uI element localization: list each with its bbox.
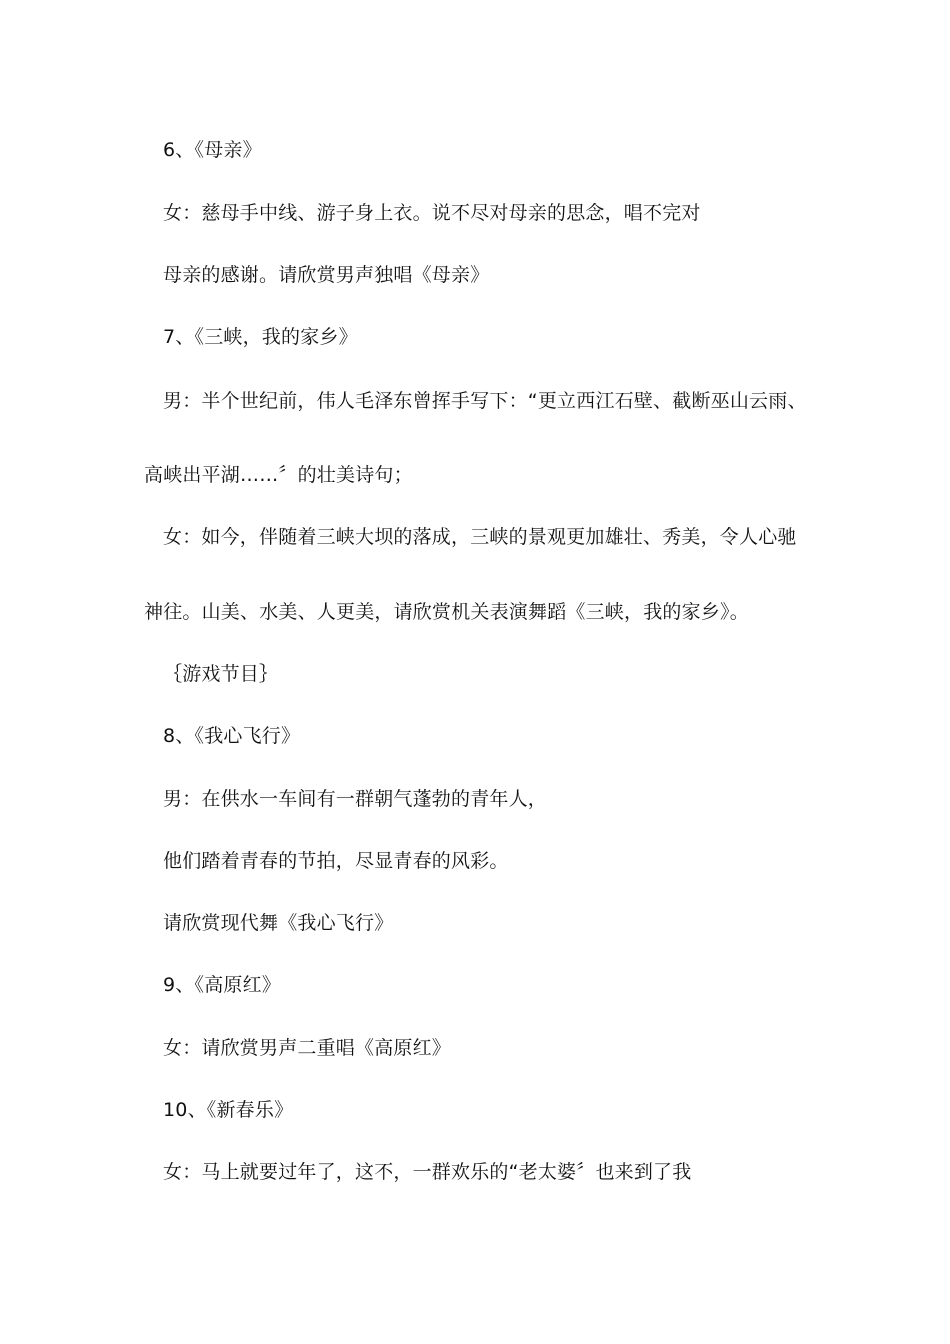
host-line-continuation: 母亲的感谢。请欣赏男声独唱《母亲》 — [163, 264, 490, 286]
host-line-female: 女：马上就要过年了，这不，一群欢乐的“老太婆〞也来到了我 — [163, 1161, 692, 1183]
host-line-male: 男：半个世纪前，伟人毛泽东曾挥手写下：“更立西江石壁、截断巫山云雨、 — [163, 390, 807, 412]
host-line-female: 女：请欣赏男声二重唱《高原红》 — [163, 1037, 452, 1059]
host-line-male: 男：在供水一车间有一群朝气蓬勃的青年人， — [163, 788, 548, 810]
host-line-continuation: 神往。山美、水美、人更美，请欣赏机关表演舞蹈《三峡，我的家乡》。 — [144, 601, 749, 623]
program-item-7-title: 7、《三峡，我的家乡》 — [163, 326, 358, 348]
host-line-continuation: 高峡出平湖……〞的壮美诗句； — [144, 464, 413, 486]
program-item-6-title: 6、《母亲》 — [163, 139, 262, 161]
host-line-continuation: 请欣赏现代舞《我心飞行》 — [163, 912, 394, 934]
program-item-8-title: 8、《我心飞行》 — [163, 725, 301, 747]
host-line-female: 女：慈母手中线、游子身上衣。说不尽对母亲的思念，唱不完对 — [163, 202, 701, 224]
section-label-game: ｛游戏节目｝ — [163, 663, 279, 685]
host-line-continuation: 他们踏着青春的节拍，尽显青春的风彩。 — [163, 850, 509, 872]
program-item-10-title: 10、《新春乐》 — [163, 1099, 294, 1121]
host-line-female: 女：如今，伴随着三峡大坝的落成，三峡的景观更加雄壮、秀美，令人心驰 — [163, 526, 797, 548]
program-item-9-title: 9、《高原红》 — [163, 974, 281, 996]
